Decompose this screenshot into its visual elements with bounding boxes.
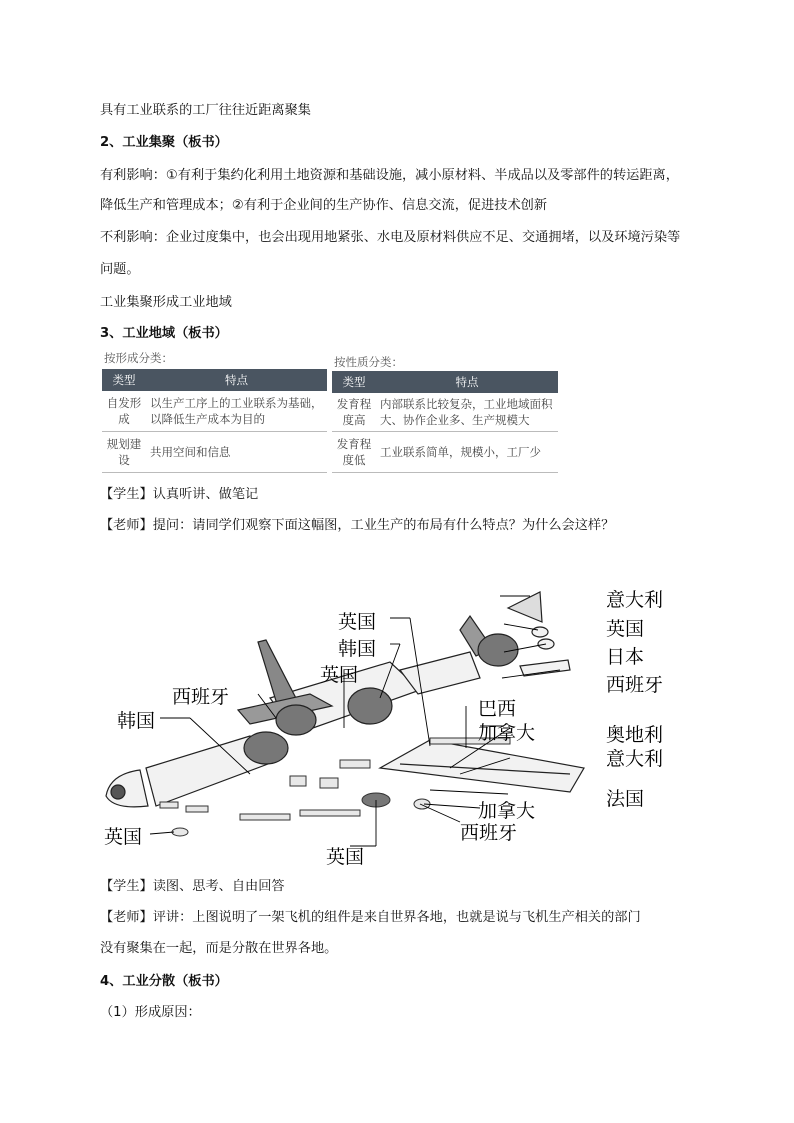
- table1-header-feature: 特点: [146, 369, 327, 391]
- label-canada: 加拿大: [478, 722, 536, 744]
- table-cell: 工业联系简单，规模小，工厂少: [376, 432, 558, 473]
- label-canada: 加拿大: [478, 800, 536, 822]
- dis-text: 不利影响：企业过度集中，也会出现用地紧张、水电及原材料供应不足、交通拥堵，以及环境污染等: [100, 230, 681, 245]
- table1: [102, 369, 327, 473]
- small-part: [160, 802, 178, 808]
- engine-part-uk: [532, 627, 548, 637]
- table-cell: 共用空间和信息: [146, 432, 327, 473]
- table1-caption: 按形成分类：: [104, 351, 173, 365]
- engine-left: [244, 732, 288, 764]
- text-line: （1）形成原因：: [100, 1005, 201, 1020]
- table-row: [102, 391, 327, 432]
- engine-right: [478, 634, 518, 666]
- table2: [332, 371, 558, 473]
- engine-mid: [348, 688, 392, 724]
- section-heading: 2、工业集聚（板书）: [100, 135, 228, 150]
- label-italy: 意大利: [606, 589, 664, 611]
- table-cell: 规划建设: [102, 432, 146, 473]
- label-korea: 韩国: [338, 638, 377, 660]
- table1-header-type: 类型: [102, 369, 146, 391]
- label-spain: 西班牙: [460, 822, 518, 844]
- engine-tail: [276, 705, 316, 735]
- table2-caption: 按性质分类：: [334, 355, 403, 369]
- small-part: [340, 760, 370, 768]
- label-spain: 西班牙: [606, 674, 664, 696]
- label-france: 法国: [606, 788, 645, 810]
- small-part: [172, 828, 188, 836]
- label-korea: 韩国: [117, 710, 156, 732]
- label-uk: 英国: [338, 611, 377, 633]
- label-austria: 奥地利: [606, 724, 664, 746]
- table2-header-type: 类型: [332, 371, 376, 393]
- table-cell: 发育程度高: [332, 393, 376, 432]
- small-part: [290, 776, 306, 786]
- label-spain: 西班牙: [172, 686, 230, 708]
- table-row: [332, 432, 558, 473]
- text-line: 没有聚集在一起，而是分散在世界各地。: [100, 941, 338, 956]
- section-heading: 4、工业分散（板书）: [100, 974, 228, 989]
- small-part: [240, 814, 290, 820]
- table-cell: 内部联系比较复杂，工业地域面积大、协作企业多、生产规模大: [376, 393, 558, 432]
- text-line: 【老师】提问：请同学们观察下面这幅图，工业生产的布局有什么特点？为什么会这样？: [100, 518, 615, 533]
- table2-header-feature: 特点: [376, 371, 558, 393]
- small-part: [320, 778, 338, 788]
- table-row: [102, 432, 327, 473]
- text-line: [100, 228, 700, 248]
- table-cell: 发育程度低: [332, 432, 376, 473]
- table-row: [332, 393, 558, 432]
- label-japan: 日本: [606, 646, 645, 668]
- main-wing: [380, 740, 584, 792]
- text-line: 工业集聚形成工业地域: [100, 295, 232, 310]
- label-brazil: 巴西: [478, 698, 517, 720]
- table-cell: 自发形成: [102, 391, 146, 432]
- label-uk: 英国: [320, 664, 359, 686]
- label-uk: 英国: [606, 618, 645, 640]
- text-line: 降低生产和管理成本；②有利于企业间的生产协作、信息交流，促进技术创新: [100, 198, 548, 213]
- table-cell: 以生产工序上的工业联系为基础，以降低生产成本为目的: [146, 391, 327, 432]
- small-part: [300, 810, 360, 816]
- text-line: 【学生】认真听讲、做笔记: [100, 487, 259, 502]
- text-line: 【老师】评讲：上图说明了一架飞机的组件是来自世界各地，也就是说与飞机生产相关的部门: [100, 910, 641, 925]
- engine-cowling: [520, 660, 570, 676]
- text-line: 有利影响：①有利于集约化利用土地资源和基础设施，减小原材料、半成品以及零部件的转运距离，: [100, 168, 679, 183]
- text-line: 【学生】读图、思考、自由回答: [100, 879, 285, 894]
- section-heading: 3、工业地域（板书）: [100, 326, 228, 341]
- small-part: [186, 806, 208, 812]
- label-italy: 意大利: [606, 748, 664, 770]
- nose-radar: [111, 785, 125, 799]
- label-uk: 英国: [326, 846, 365, 868]
- text-line: 具有工业联系的工厂往往近距离聚集: [100, 103, 311, 118]
- text-line: 问题。: [100, 262, 140, 277]
- engine-fin-italy: [508, 592, 542, 622]
- label-uk: 英国: [104, 826, 143, 848]
